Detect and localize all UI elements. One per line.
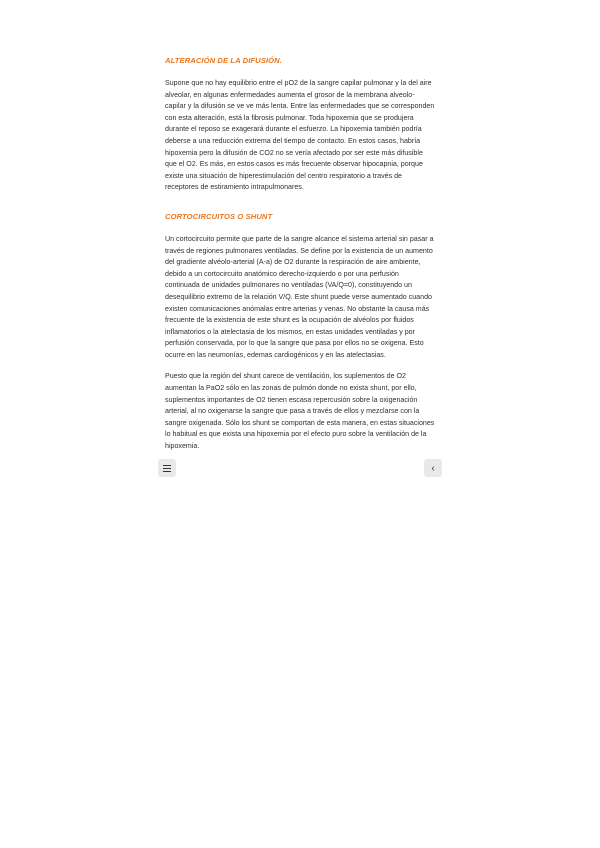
section-title-difusion: ALTERACIÓN DE LA DIFUSIÓN. [165, 56, 282, 65]
paragraph-difusion: Supone que no hay equilibrio entre el pO2 de la sangre capilar pulmonar y la del aire alveolar, en algunas enfermedades aumenta el grosor de la membrana alveolo-capilar y la difusión se ve ve más lenta. Entre las enfermedades que se corresponden con esta alteración, está la fibrosis pulmonar. Toda hipoxemia que se produjera durante el reposo se exagerará durante el esfuerzo. La hipoxemia también podría deberse a una reducción extrema del tiempo de contacto. En estos casos, habría hipoxemia pero la difusión de CO2 no se vería afectado por ser este más difusible que el O2. Es más, en estos casos es más frecuente observar hipocapnia, porque existe una situación de hiperestimulación del centro respiratorio a través de receptores de estiramiento intrapulmonares. [165, 79, 435, 192]
menu-button[interactable] [158, 459, 176, 477]
back-button[interactable] [424, 459, 442, 477]
hamburger-menu-icon [163, 465, 171, 472]
paragraph-shunt-2: Puesto que la región del shunt carece de ventilación, los suplementos de O2 aumentan la PaO2 sólo en las zonas de pulmón donde no exista shunt, por ello, suplementos importantes de O2 tienen escasa repercusión sobre la oxigenación arterial, al no oxigenarse la sangre que pasa a través de ellos y mezclarse con la sangre oxigenada. Sólo los shunt se comportan de esta manera, en estas situaciones lo habitual es que exista una hipoxemia por el efecto puro sobre la ventilación de la hipoxemia. [165, 372, 435, 451]
paragraph-shunt-1: Un cortocircuito permite que parte de la sangre alcance el sistema arterial sin pasar a través de regiones pulmonares ventiladas. Se define por la existencia de un aumento del gradiente alvéolo-arterial (A-a) de O2 durante la respiración de aire ambiente, debido a un cortocircuito anatómico derecho-izquierdo o por una perfusión continuada de unidades pulmonares no ventiladas (VA/Q=0), constituyendo un desequilibrio extremo de la relación V/Q. Este shunt puede verse aumentado cuando existen comunicaciones anómalas entre arterias y venas. No obstante la causa más frecuente de la existencia de este shunt es la ocupación de alvéolos por fluidos inflamatorios o la atelectasia de los mismos, en estas unidades ventiladas y por perfusión conservada, por lo que la sangre que pasa por ellos no se oxigena. Esto ocurre en las neumonías, edemas cardiogénicos y en las atelectasias. [165, 234, 434, 359]
section-title-shunt: CORTOCIRCUITOS O SHUNT [165, 211, 273, 221]
document-content [165, 56, 435, 463]
reader-toolbar [158, 457, 442, 481]
chevron-left-icon: ‹ [431, 462, 435, 474]
